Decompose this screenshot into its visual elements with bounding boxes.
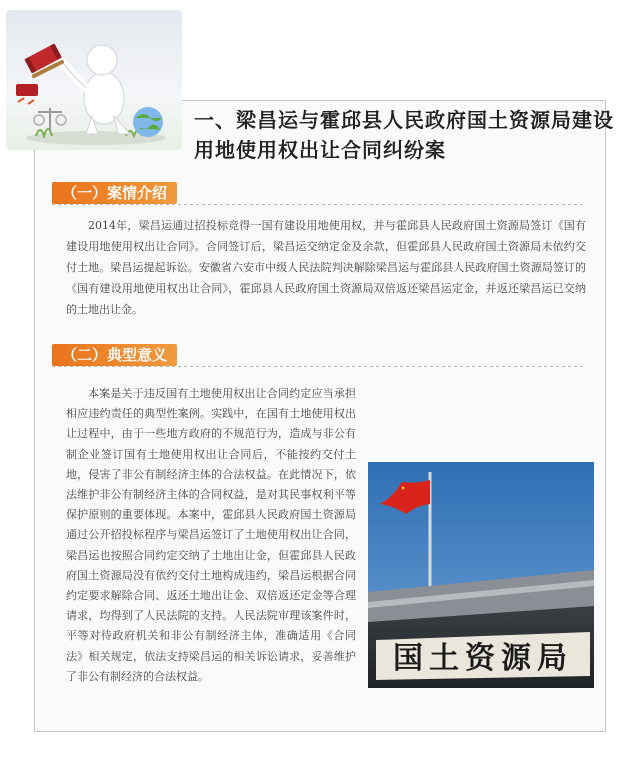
section-divider — [52, 366, 584, 367]
section-label-case-intro: （一）案情介绍 — [52, 182, 177, 204]
land-resources-bureau-photo — [368, 462, 594, 688]
section-label-significance: （二）典型意义 — [52, 344, 177, 366]
section-divider — [52, 204, 584, 205]
significance-paragraph: 本案是关于违反国有土地使用权出让合同约定应当承担相应违约责任的典型性案例。实践中，在国有土地使用权出让过程中，由于一些地方政府的不规范行为，造成与非公有制企业签订国有土地使用权出让合同后，不能按约交付土地，侵害了非公有制经济主体的合法权益。在此情况下，依法维护非公有制经济主体的合同权益，是对其民事权利平等保护原则的重要体现。本案中，霍邱县人民政府国土资源局通过公开招投标程序与梁昌运签订了土地使用权出让合同，梁昌运也按照合同约定交纳了土地出让金，但霍邱县人民政府国土资源局没有依约交付土地构成违约，梁昌运根据合同约定要求解除合同、返还土地出让金、双倍返还定金等合理请求，均得到了人民法院的支持。人民法院审理该案件时，平等对待政府机关和非公有制经济主体，准确适用《合同法》相关规定，依法支持梁昌运的相关诉讼请求，妥善维护了非公有制经济的合法权益。 — [66, 387, 356, 683]
gavel-illustration-icon — [6, 10, 182, 150]
case-title: 一、梁昌运与霍邱县人民政府国土资源局建设用地使用权出让合同纠纷案 — [194, 108, 614, 162]
case-intro-paragraph: 2014年，梁昌运通过招投标竞得一国有建设用地使用权，并与霍邱县人民政府国土资源局签订《国有建设用地使用权出让合同》。合同签订后，梁昌运交纳定金及余款，但霍邱县人民政府国土资源局未依约交付土地。梁昌运提起诉讼。安徽省六安市中级人民法院判决解除梁昌运与霍邱县人民政府国土资源局签订的《国有建设用地使用权出让合同》，霍邱县人民政府国土资源局双倍返还梁昌运定金，并返还梁昌运已交纳的土地出让金。 — [66, 219, 586, 316]
building-sign: 国土资源局 — [393, 641, 573, 676]
